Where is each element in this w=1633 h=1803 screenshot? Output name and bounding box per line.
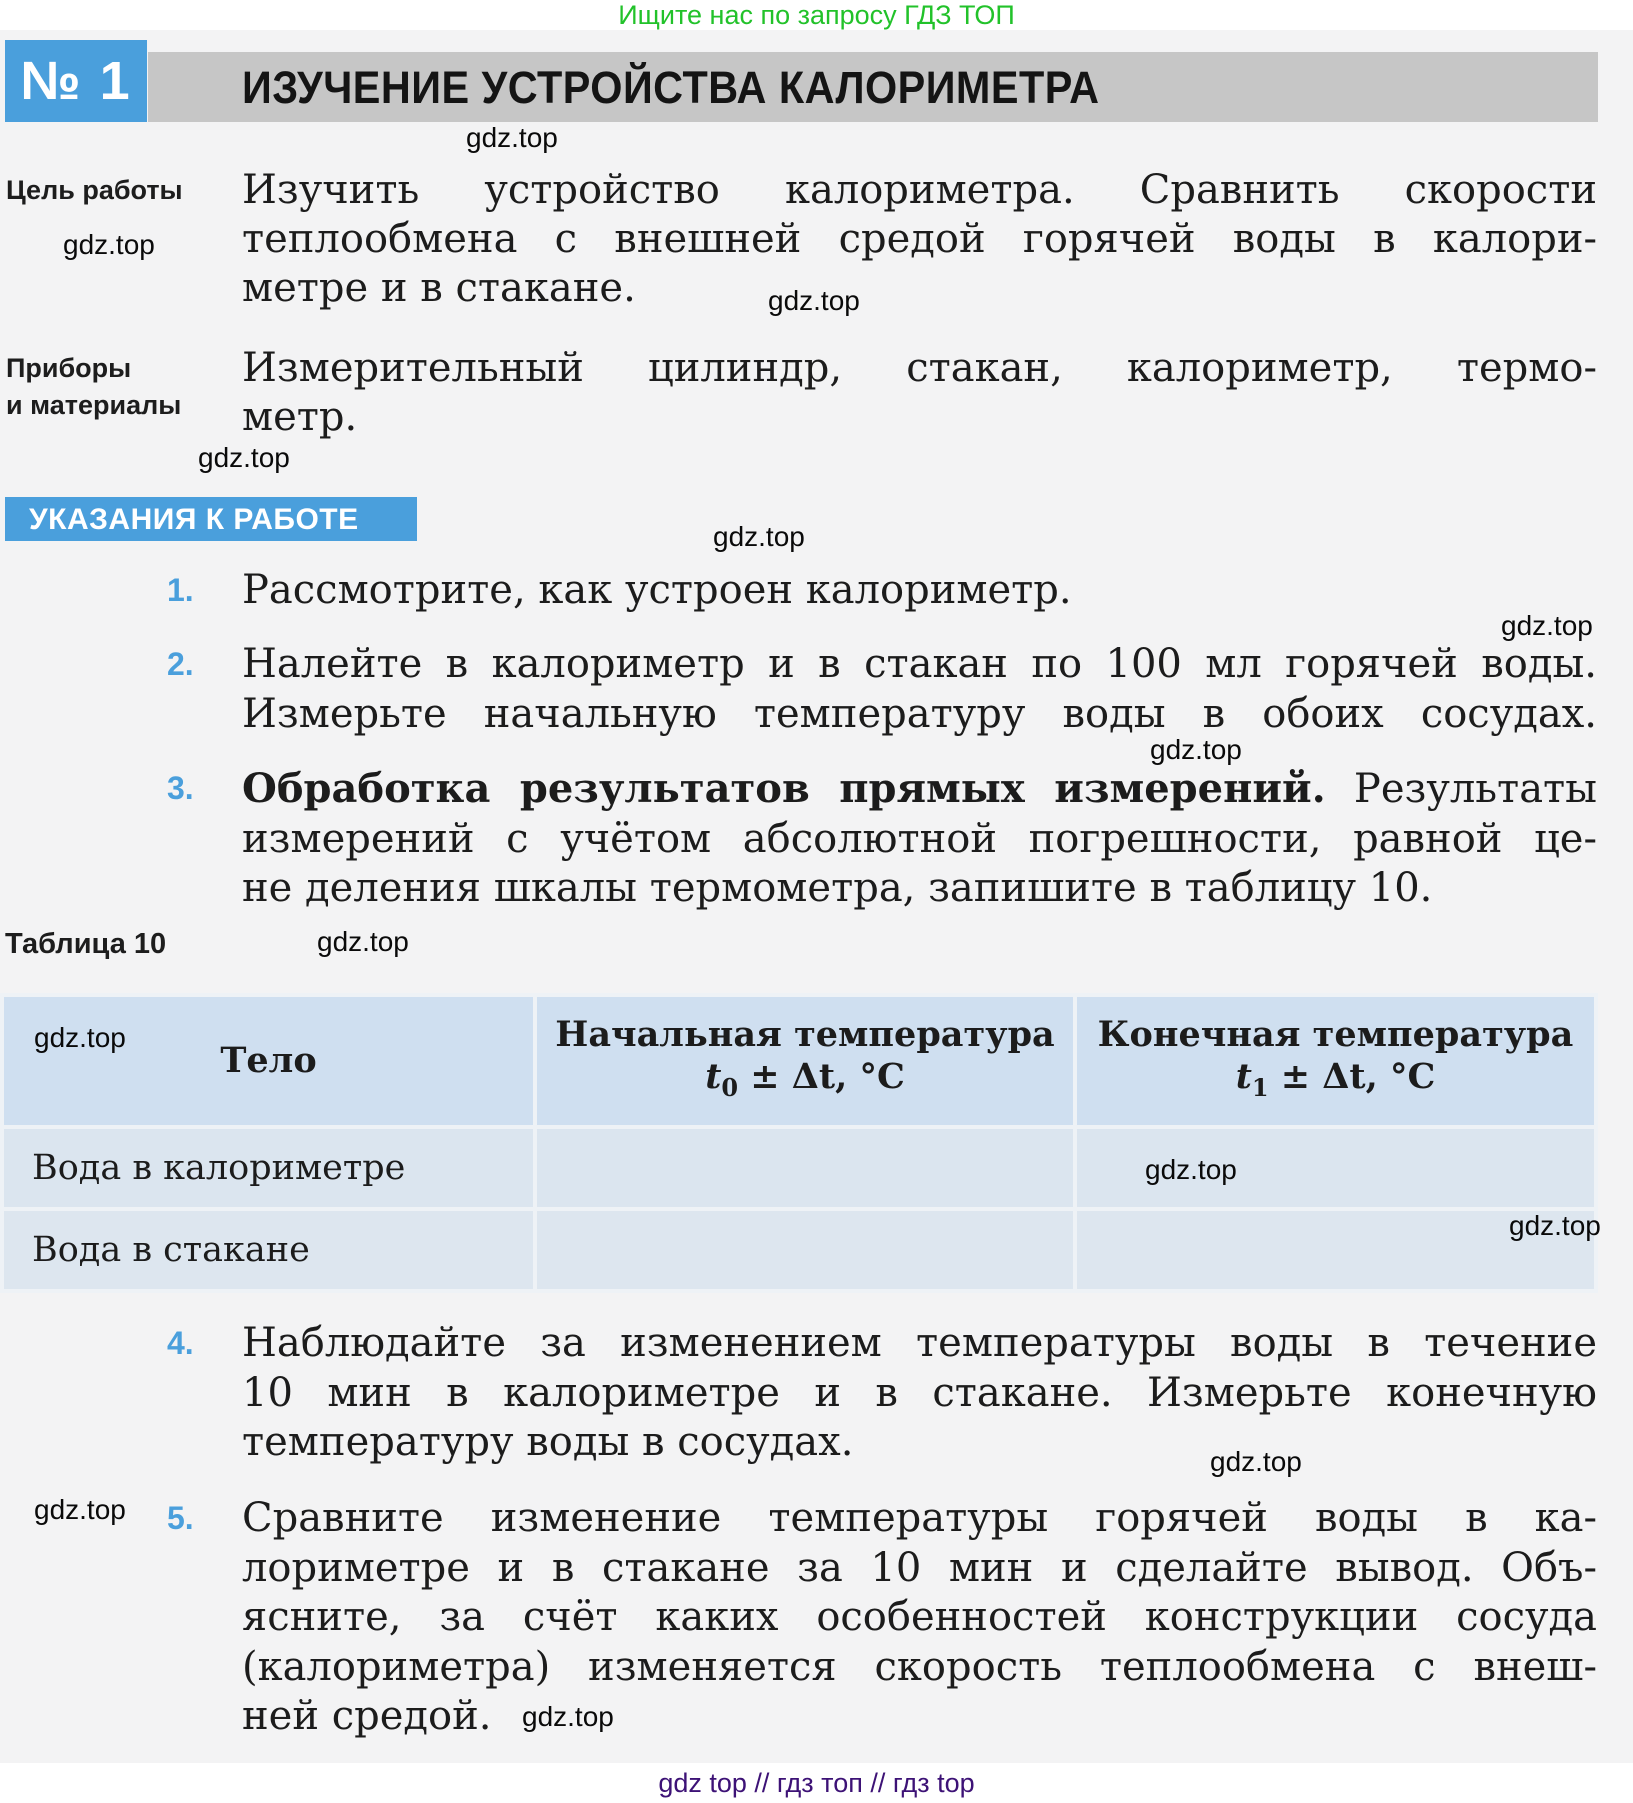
watermark: gdz.top — [1150, 734, 1242, 765]
watermark: gdz.top — [34, 1494, 126, 1525]
column-header-final-temp — [1075, 995, 1596, 1127]
equipment-label-line1: Приборы — [6, 353, 132, 383]
results-table — [0, 993, 1598, 1293]
equipment-label-line2: и материалы — [6, 390, 182, 420]
watermark: gdz.top — [1210, 1446, 1302, 1477]
watermark: gdz.top — [1509, 1210, 1601, 1241]
step-line: измерений с учётом абсолютной погрешности, равной це- — [242, 815, 1597, 862]
step-line: ясните, за счёт каких особенностей конструкции сосуда — [242, 1594, 1597, 1640]
step-text — [242, 640, 1597, 739]
watermark: gdz.top — [466, 122, 558, 153]
goal-line: Изучить устройство калориметра. Сравнить скорости — [242, 167, 1597, 213]
equipment-text — [242, 344, 1597, 442]
footer-watermark: gdz top // гдз топ // гдз top — [658, 1768, 975, 1798]
table-row — [2, 1127, 1596, 1209]
header-var: t — [705, 1055, 722, 1097]
step-line: Налейте в калориметр и в стакан по 100 мл горячей воды. — [242, 641, 1597, 687]
header-label: Конечная температура — [1097, 1013, 1574, 1055]
table-caption: Таблица 10 — [5, 928, 167, 960]
equipment-line: Измерительный цилиндр, стакан, калориметр, термо- — [242, 345, 1597, 391]
header-label: Тело — [220, 1040, 317, 1081]
watermark: gdz.top — [768, 285, 860, 316]
top-search-banner: Ищите нас по запросу ГДЗ ТОП — [618, 0, 1015, 30]
step-line: Сравните изменение температуры горячей воды в ка- — [242, 1495, 1597, 1541]
step-line: 10 мин в калориметре и в стакане. Измерьте конечную — [242, 1369, 1597, 1416]
step-number: 3. — [167, 770, 194, 806]
goal-line: теплообмена с внешней средой горячей воды в калори- — [242, 216, 1597, 262]
step-number: 4. — [167, 1325, 194, 1361]
step-line: Измерьте начальную температуру воды в обоих сосудах. — [242, 690, 1597, 737]
step-text — [242, 764, 1597, 914]
step-line: Результаты — [1325, 766, 1597, 812]
header-units: ± Δt, °C — [738, 1055, 905, 1097]
goal-label: Цель работы — [6, 175, 183, 205]
equipment-label — [6, 350, 181, 424]
step-line: температуру воды в сосудах. — [242, 1419, 854, 1465]
watermark: gdz.top — [317, 926, 409, 957]
watermark: gdz.top — [1145, 1154, 1237, 1185]
header-sub: 0 — [721, 1072, 739, 1102]
cell-body: Вода в калориметре — [2, 1127, 535, 1209]
watermark: gdz.top — [713, 521, 805, 552]
step-bold-lead: Обработка результатов прямых измерений. — [242, 765, 1326, 812]
step-line: (калориметра) изменяется скорость теплообмена с внеш- — [242, 1643, 1597, 1690]
step-text — [242, 1319, 1597, 1468]
watermark: gdz.top — [34, 1022, 126, 1053]
header-label: Начальная температура — [555, 1013, 1055, 1055]
lab-number-badge: № 1 — [5, 40, 147, 122]
step-number: 2. — [167, 646, 194, 682]
step-number: 5. — [167, 1500, 194, 1536]
step-text — [242, 566, 1597, 616]
column-header-initial-temp — [535, 995, 1075, 1127]
step-line: лориметре и в стакане за 10 мин и сделайте вывод. Объ- — [242, 1544, 1597, 1591]
cell-initial-temp[interactable] — [535, 1209, 1075, 1291]
table-header-row — [2, 995, 1596, 1127]
step-line: ней средой. — [242, 1693, 492, 1739]
goal-line: метре и в стакане. — [242, 265, 636, 311]
equipment-line: метр. — [242, 394, 358, 440]
instructions-heading: УКАЗАНИЯ К РАБОТЕ — [5, 497, 417, 541]
column-header-body — [2, 995, 535, 1127]
watermark: gdz.top — [522, 1701, 614, 1732]
cell-initial-temp[interactable] — [535, 1127, 1075, 1209]
header-units: ± Δt, °C — [1268, 1055, 1436, 1097]
header-sub: 1 — [1251, 1072, 1269, 1102]
watermark: gdz.top — [198, 442, 290, 473]
table-row — [2, 1209, 1596, 1291]
watermark: gdz.top — [1501, 610, 1593, 641]
step-line: Рассмотрите, как устроен калориметр. — [242, 567, 1072, 613]
step-line: Наблюдайте за изменением температуры воды в течение — [242, 1320, 1597, 1366]
goal-text — [242, 166, 1597, 313]
page-title: ИЗУЧЕНИЕ УСТРОЙСТВА КАЛОРИМЕТРА — [242, 62, 1100, 113]
cell-body: Вода в стакане — [2, 1209, 535, 1291]
step-text — [242, 1494, 1597, 1742]
step-number: 1. — [167, 572, 194, 608]
step-line: не деления шкалы термометра, запишите в таблицу 10. — [242, 865, 1433, 911]
watermark: gdz.top — [63, 229, 155, 260]
header-var: t — [1235, 1055, 1252, 1097]
